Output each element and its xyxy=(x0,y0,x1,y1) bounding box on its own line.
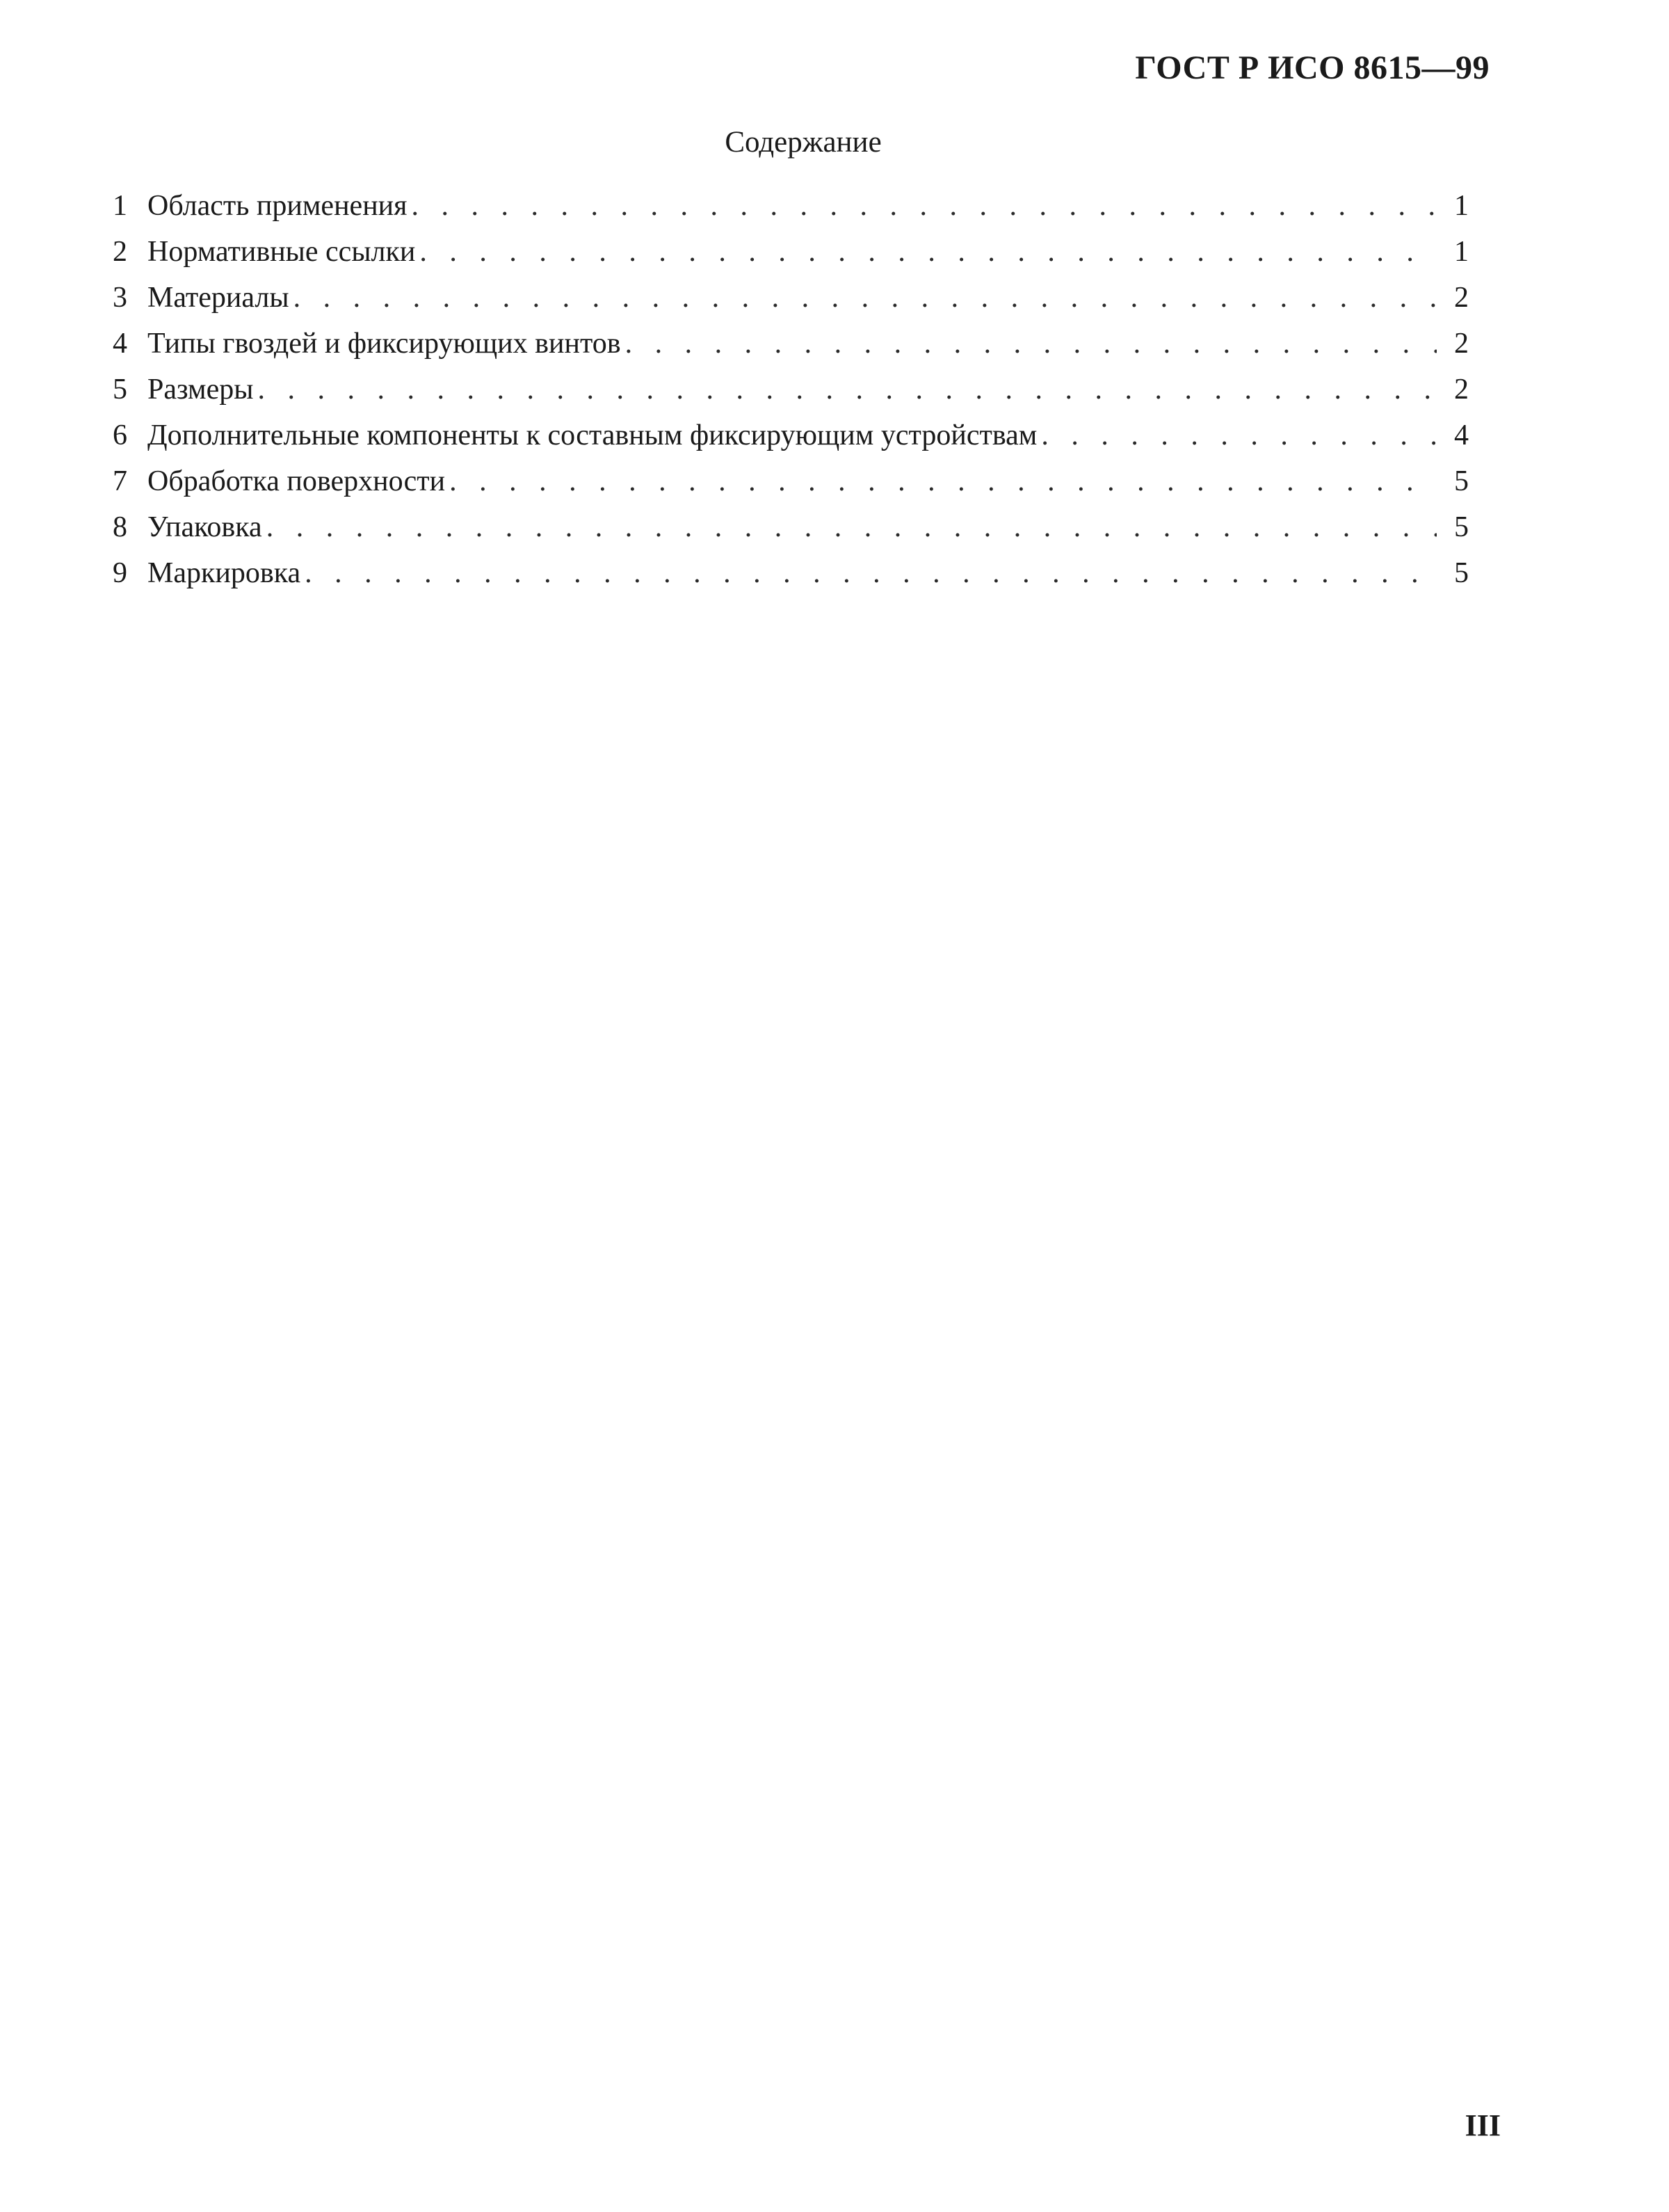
toc-item-number: 5 xyxy=(113,374,127,406)
toc-item[interactable] xyxy=(113,511,1469,556)
toc-item-page: 2 xyxy=(1454,328,1469,360)
dot-leader xyxy=(1041,419,1437,452)
toc-item-number: 1 xyxy=(113,190,127,222)
toc-item-label: Типы гвоздей и фиксирующих винтов xyxy=(147,328,621,360)
toc-item-number: 9 xyxy=(113,557,127,589)
toc-title: Содержание xyxy=(725,126,882,159)
toc-item-label: Дополнительные компоненты к составным фиксирующим устройствам xyxy=(147,419,1038,451)
dot-leader xyxy=(625,327,1437,360)
toc-item-page: 2 xyxy=(1454,282,1469,314)
toc-item[interactable] xyxy=(113,373,1469,419)
toc-item-number: 6 xyxy=(113,419,127,451)
toc-item-label: Размеры xyxy=(147,374,254,406)
toc-item-page: 5 xyxy=(1454,465,1469,497)
toc-item-label: Маркировка xyxy=(147,557,301,589)
toc-item-label: Материалы xyxy=(147,282,289,314)
dot-leader xyxy=(305,556,1437,590)
dot-leader xyxy=(266,511,1437,544)
toc-item-label: Обработка поверхности xyxy=(147,465,446,497)
toc-item-page: 4 xyxy=(1454,419,1469,451)
document-code: ГОСТ Р ИСО 8615—99 xyxy=(1135,49,1490,86)
toc-item-number: 8 xyxy=(113,511,127,543)
toc-item-label: Упаковка xyxy=(147,511,262,543)
toc-item-label: Нормативные ссылки xyxy=(147,236,416,268)
toc-item-page: 5 xyxy=(1454,557,1469,589)
dot-leader xyxy=(419,235,1437,269)
toc-item-page: 2 xyxy=(1454,374,1469,406)
dot-leader xyxy=(293,281,1437,314)
toc-item[interactable] xyxy=(113,189,1469,235)
toc-item-number: 4 xyxy=(113,328,127,360)
dot-leader xyxy=(257,373,1437,406)
toc-item[interactable] xyxy=(113,556,1469,602)
page-number: III xyxy=(1465,2108,1501,2142)
toc-item-page: 1 xyxy=(1454,236,1469,268)
toc-item[interactable] xyxy=(113,419,1469,465)
toc-item-page: 5 xyxy=(1454,511,1469,543)
toc-item[interactable] xyxy=(113,235,1469,281)
toc-item-label: Область применения xyxy=(147,190,408,222)
toc-item-number: 3 xyxy=(113,282,127,314)
dot-leader xyxy=(449,465,1437,498)
toc-item[interactable] xyxy=(113,327,1469,373)
toc-item[interactable] xyxy=(113,281,1469,327)
dot-leader xyxy=(411,189,1437,223)
toc-item-number: 7 xyxy=(113,465,127,497)
toc-item[interactable] xyxy=(113,465,1469,511)
toc-item-number: 2 xyxy=(113,236,127,268)
toc-item-page: 1 xyxy=(1454,190,1469,222)
table-of-contents xyxy=(113,189,1469,602)
